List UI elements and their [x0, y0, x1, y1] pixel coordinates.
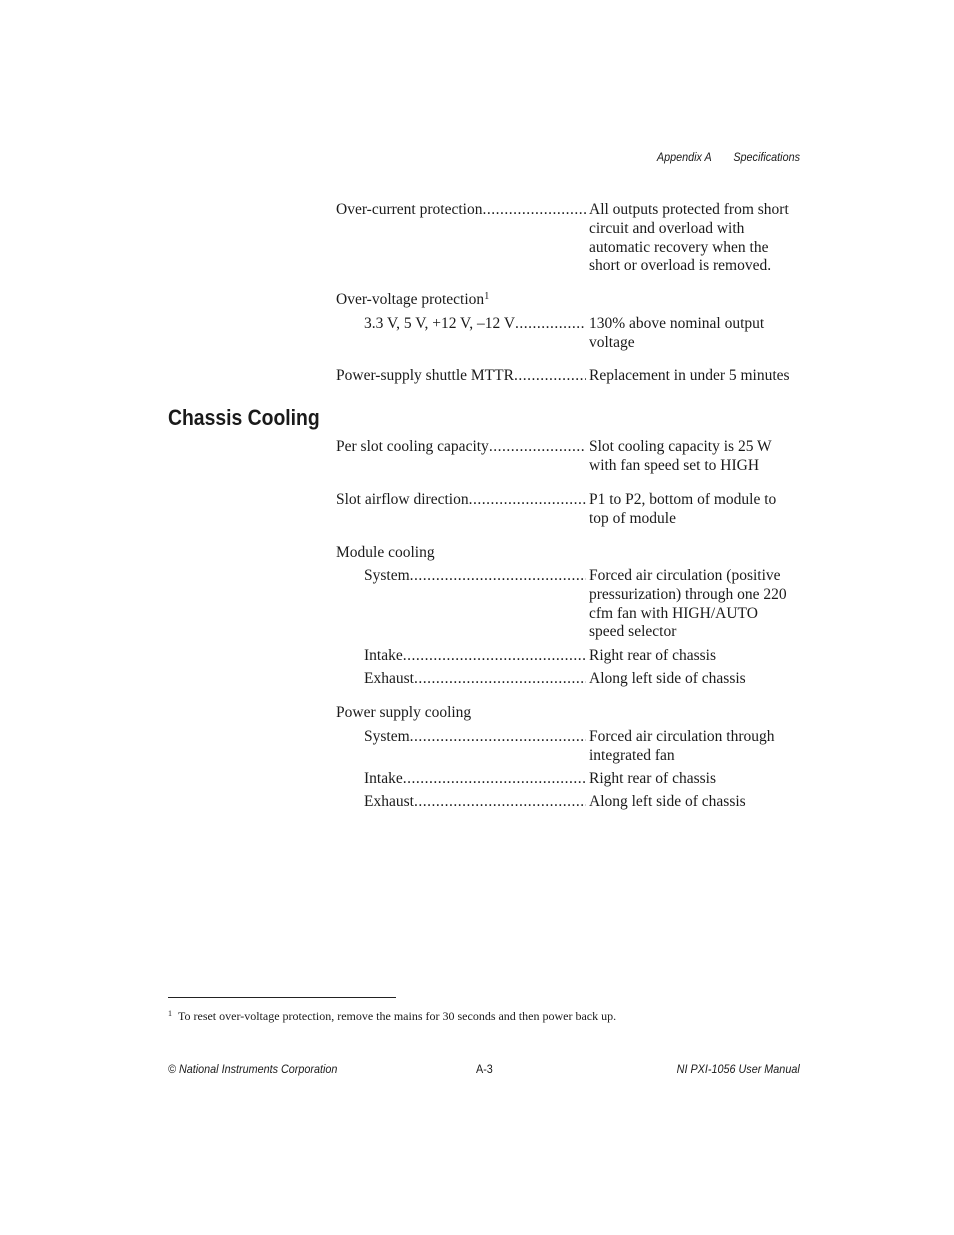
- dot-leader: [514, 367, 586, 386]
- header-section: Specifications: [733, 150, 800, 164]
- spec-label: Exhaust: [364, 793, 414, 810]
- spec-value: Right rear of chassis: [589, 647, 716, 664]
- spec-ps-system: [364, 728, 794, 766]
- dot-leader: [403, 647, 586, 666]
- spec-value: 130% above nominal output voltage: [589, 315, 765, 351]
- dot-leader: [469, 491, 586, 529]
- spec-label: Power-supply shuttle MTTR: [336, 367, 514, 384]
- spec-module-exhaust: [364, 670, 794, 689]
- spec-mttr: [336, 367, 794, 386]
- dot-leader: [414, 793, 586, 812]
- footnote: [168, 1009, 616, 1024]
- spec-label: Exhaust: [364, 670, 414, 687]
- group-over-voltage: [336, 291, 489, 310]
- footnote-mark: 1: [168, 1009, 172, 1018]
- spec-value: Replacement in under 5 minutes: [589, 367, 790, 384]
- spec-per-slot: [336, 438, 794, 476]
- spec-value: Along left side of chassis: [589, 670, 746, 687]
- spec-airflow: [336, 491, 794, 529]
- dot-leader: [489, 438, 586, 476]
- running-header: [657, 150, 800, 164]
- group-power-supply-cooling: Power supply cooling: [336, 704, 472, 721]
- spec-module-system: [364, 567, 794, 642]
- footer-page-number: A-3: [476, 1062, 493, 1076]
- spec-label: Intake: [364, 770, 403, 787]
- spec-ps-intake: [364, 770, 794, 789]
- group-module-cooling: Module cooling: [336, 544, 435, 561]
- spec-value: Along left side of chassis: [589, 793, 746, 810]
- spec-value: Forced air circulation through integrated fan: [589, 728, 775, 764]
- footnote-ref: 1: [484, 291, 490, 302]
- dot-leader: [410, 728, 586, 766]
- dot-leader: [515, 315, 586, 353]
- spec-value: All outputs protected from short circuit and overload with automatic recovery when the short or overload is removed.: [589, 201, 789, 275]
- spec-ps-exhaust: [364, 793, 794, 812]
- footnote-text: To reset over-voltage protection, remove the mains for 30 seconds and then power back up.: [178, 1009, 617, 1023]
- dot-leader: [403, 770, 586, 789]
- dot-leader: [414, 670, 586, 689]
- group-label: Over-voltage protection: [336, 291, 485, 308]
- footer-copyright: © National Instruments Corporation: [168, 1062, 338, 1076]
- spec-module-intake: [364, 647, 794, 666]
- spec-value: P1 to P2, bottom of module to top of module: [589, 491, 777, 527]
- spec-label: Slot airflow direction: [336, 491, 469, 508]
- spec-value: Slot cooling capacity is 25 W with fan speed set to HIGH: [589, 438, 772, 474]
- spec-label: Per slot cooling capacity: [336, 438, 489, 455]
- header-appendix: Appendix A: [656, 150, 712, 164]
- spec-over-current: [336, 201, 794, 276]
- spec-label: Intake: [364, 647, 403, 664]
- spec-label: System: [364, 728, 410, 745]
- footnote-rule: [168, 997, 396, 998]
- section-heading: Chassis Cooling: [168, 405, 320, 430]
- spec-value: Forced air circulation (positive pressurization) through one 220 cfm fan with HIGH/AUTO speed selector: [589, 567, 787, 641]
- footer-manual-title: NI PXI-1056 User Manual: [676, 1062, 800, 1076]
- spec-label: 3.3 V, 5 V, +12 V, –12 V: [364, 315, 516, 332]
- dot-leader: [410, 567, 586, 642]
- spec-over-voltage-rails: [364, 315, 794, 353]
- dot-leader: [482, 201, 586, 276]
- spec-label: System: [364, 567, 410, 584]
- spec-value: Right rear of chassis: [589, 770, 716, 787]
- spec-label: Over-current protection: [336, 201, 483, 218]
